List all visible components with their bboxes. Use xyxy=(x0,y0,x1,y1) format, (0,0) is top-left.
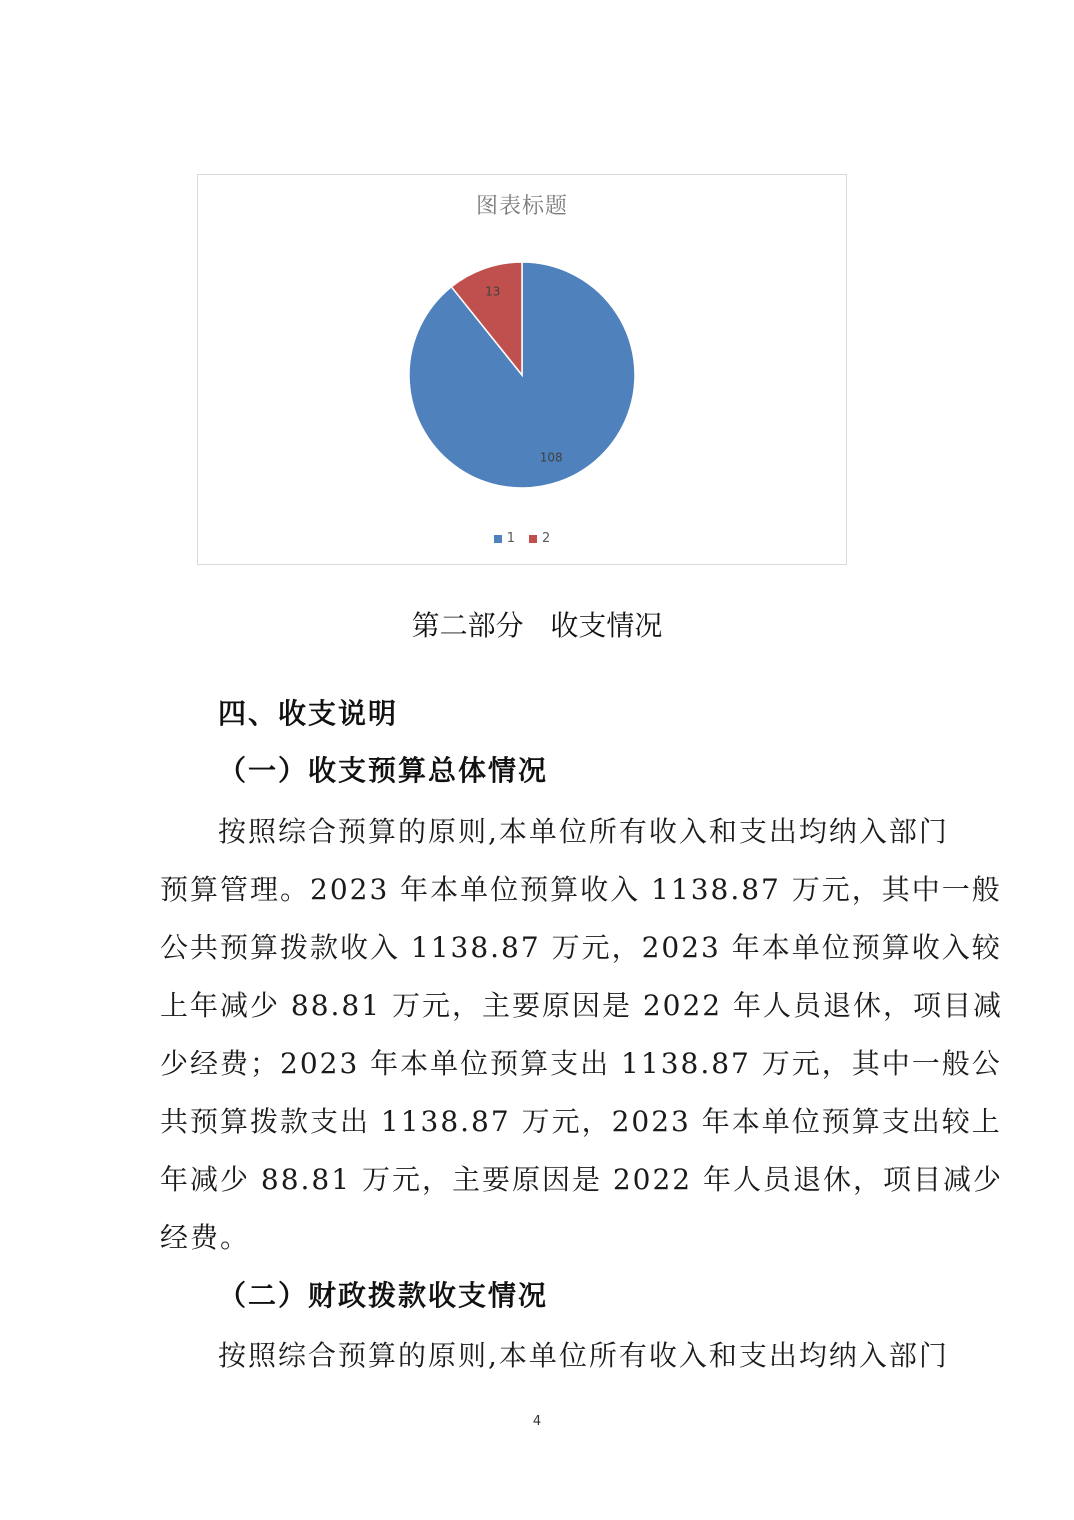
legend-item-2 xyxy=(529,531,550,546)
legend-swatch xyxy=(494,535,502,543)
paragraph-line: 共预算拨款支出 1138.87 万元，2023 年本单位预算支出较上 xyxy=(160,1105,1002,1138)
paragraph-line: 公共预算拨款收入 1138.87 万元，2023 年本单位预算收入较 xyxy=(160,931,1002,964)
pie-chart xyxy=(197,174,847,565)
pie-chart-plot xyxy=(198,175,848,566)
heading-income-expense-explanation: 四、收支说明 xyxy=(218,697,399,730)
paragraph-line: 上年减少 88.81 万元，主要原因是 2022 年人员退休，项目减 xyxy=(160,989,1004,1022)
paragraph-line: 按照综合预算的原则,本单位所有收入和支出均纳入部门 xyxy=(218,1339,949,1372)
legend-swatch xyxy=(529,535,537,543)
part-title: 第二部分 收支情况 xyxy=(411,609,663,642)
chart-legend xyxy=(198,531,846,546)
legend-label: 1 xyxy=(506,531,515,546)
paragraph-line: 少经费；2023 年本单位预算支出 1138.87 万元，其中一般公 xyxy=(160,1047,1002,1080)
paragraph-line: 经费。 xyxy=(160,1221,251,1254)
pie-data-label-2: 13 xyxy=(485,284,501,299)
heading-budget-overview: （一）收支预算总体情况 xyxy=(218,754,549,787)
paragraph-line: 年减少 88.81 万元，主要原因是 2022 年人员退休，项目减少 xyxy=(160,1163,1004,1196)
paragraph-line: 按照综合预算的原则,本单位所有收入和支出均纳入部门 xyxy=(218,815,949,848)
legend-label: 2 xyxy=(542,531,551,546)
heading-fiscal-appropriation: （二）财政拨款收支情况 xyxy=(218,1279,549,1312)
page-number: 4 xyxy=(532,1414,542,1429)
pie-data-label-1: 108 xyxy=(539,450,563,465)
paragraph-line: 预算管理。2023 年本单位预算收入 1138.87 万元，其中一般 xyxy=(160,873,1002,906)
chart-title: 图表标题 xyxy=(475,194,568,219)
legend-item-1 xyxy=(494,531,515,546)
